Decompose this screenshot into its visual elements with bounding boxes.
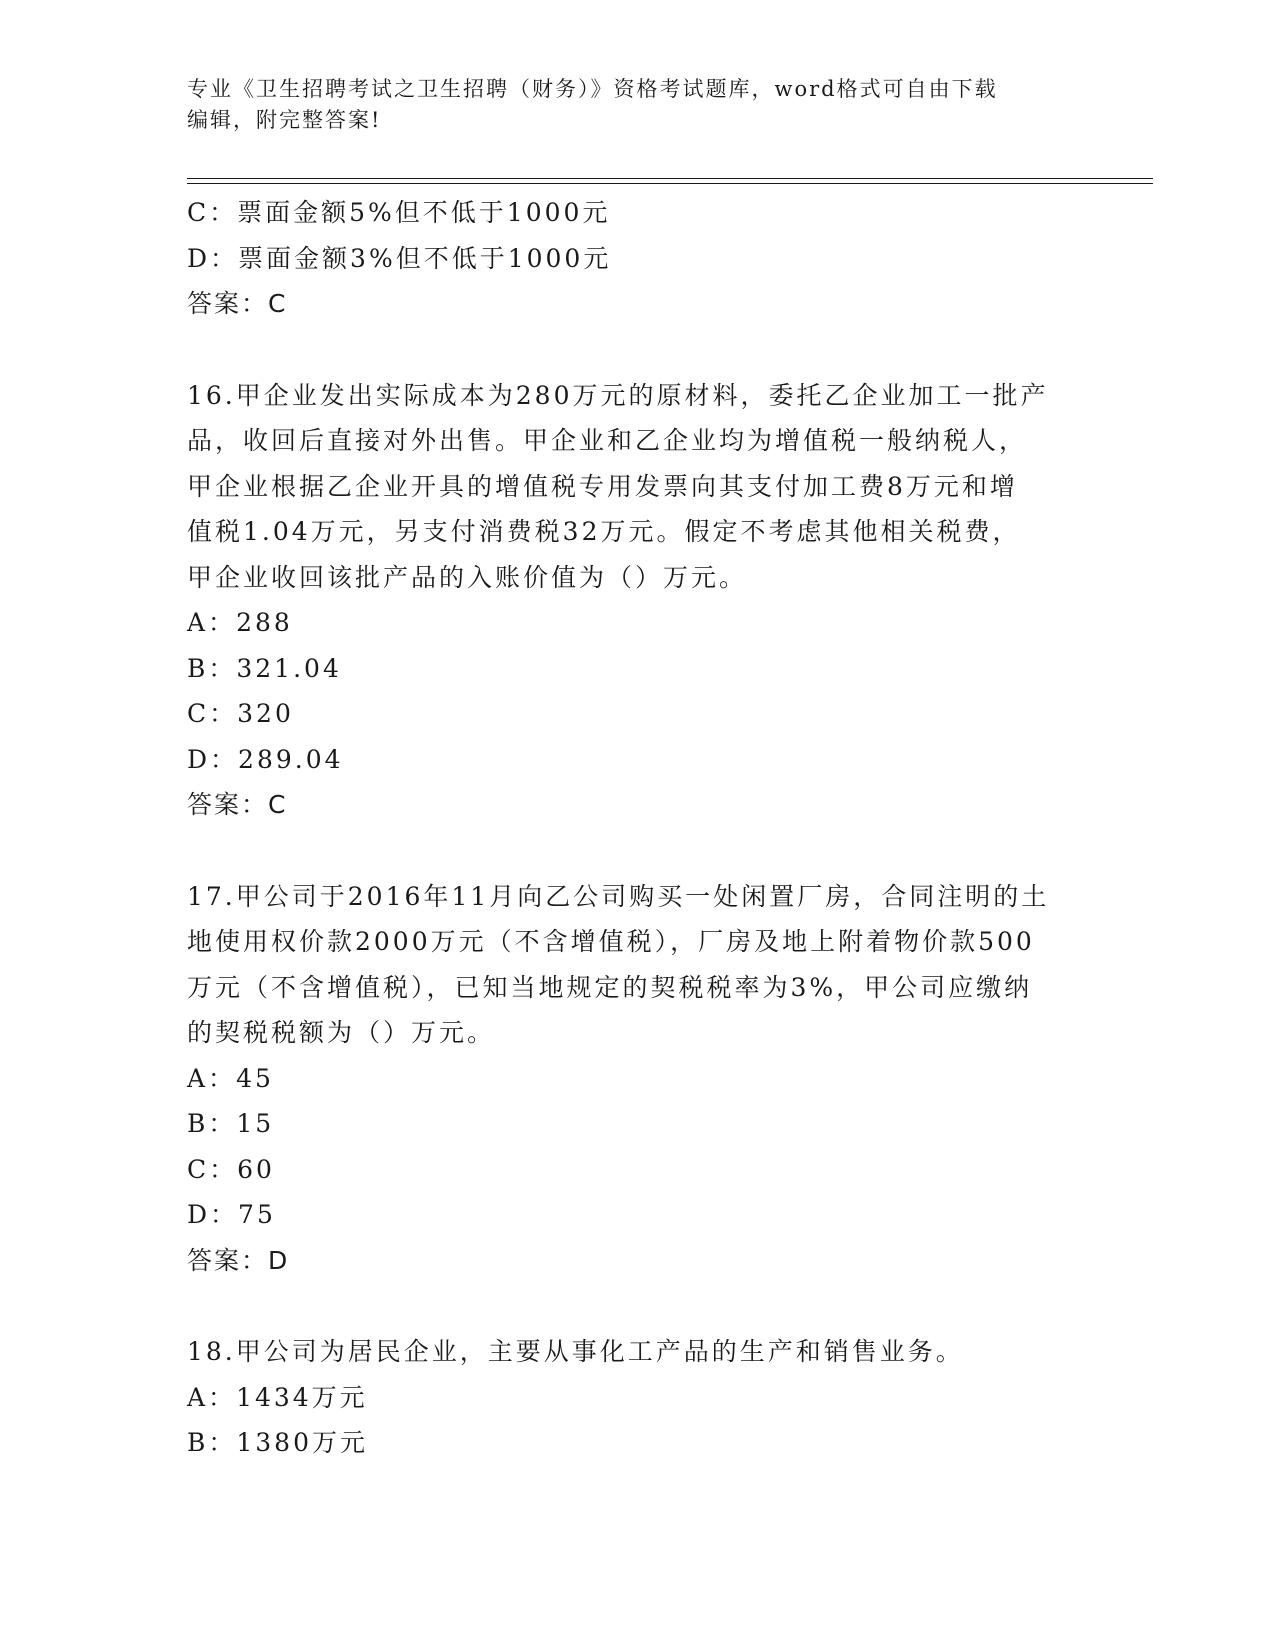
question-15 (187, 190, 1067, 327)
answer: 答案：C (187, 289, 288, 318)
document-header (187, 74, 1087, 136)
answer: 答案：D (187, 1245, 290, 1275)
question-text-line: 甲企业根据乙企业开具的增值税专用发票向其支付加工费8万元和增 (187, 471, 1018, 501)
option-b: B：321.04 (187, 653, 342, 683)
question-18 (187, 1329, 1067, 1466)
header-line-2: 编辑，附完整答案! (187, 108, 382, 132)
question-17 (187, 874, 1067, 1284)
option-d: D：75 (187, 1200, 276, 1229)
question-text-line: 甲企业收回该批产品的入账价值为（）万元。 (187, 562, 748, 592)
option-c: C：60 (187, 1154, 275, 1184)
question-text-line: 值税1.04万元，另支付消费税32万元。假定不考虑其他相关税费， (187, 517, 1021, 546)
option-a: A：1434万元 (187, 1382, 368, 1412)
question-text-line: 的契税税额为（）万元。 (187, 1018, 496, 1047)
answer: 答案：C (187, 790, 288, 819)
question-text-line: 17.甲公司于2016年11月向乙公司购买一处闲置厂房，合同注明的土 (187, 881, 1050, 911)
question-text-line: 18.甲公司为居民企业，主要从事化工产品的生产和销售业务。 (187, 1337, 964, 1366)
option-d: D：289.04 (187, 744, 344, 774)
header-line-1: 专业《卫生招聘考试之卫生招聘（财务）》资格考试题库，word格式可自由下载 (187, 77, 998, 101)
option-c: C：票面金额5%但不低于1000元 (187, 198, 611, 227)
option-c: C：320 (187, 699, 294, 728)
question-text-line: 16.甲企业发出实际成本为280万元的原材料，委托乙企业加工一批产 (187, 380, 1049, 410)
question-text-line: 地使用权价款2000万元（不含增值税），厂房及地上附着物价款500 (187, 927, 1035, 956)
header-divider (187, 178, 1153, 184)
question-16 (187, 373, 1067, 828)
option-b: B：15 (187, 1109, 275, 1138)
question-text-line: 品，收回后直接对外出售。甲企业和乙企业均为增值税一般纳税人， (187, 426, 1028, 455)
option-a: A：45 (187, 1063, 274, 1093)
option-a: A：288 (187, 608, 293, 637)
question-text-line: 万元（不含增值税），已知当地规定的契税税率为3%，甲公司应缴纳 (187, 972, 1033, 1002)
option-b: B：1380万元 (187, 1428, 368, 1457)
option-d: D：票面金额3%但不低于1000元 (187, 243, 612, 273)
document-body (187, 190, 1067, 1466)
